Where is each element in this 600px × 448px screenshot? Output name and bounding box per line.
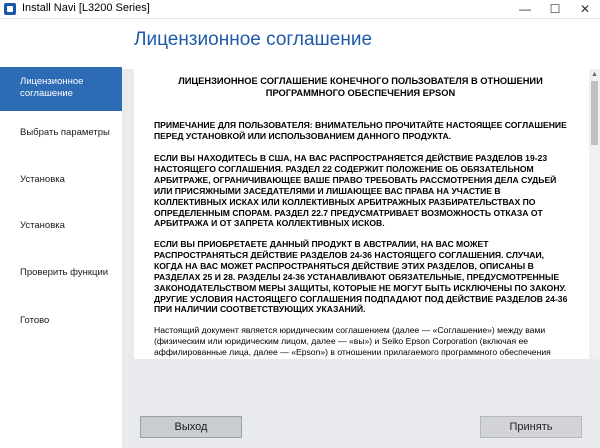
license-text-area[interactable] [134,69,589,359]
close-button[interactable]: ✕ [579,2,591,16]
minimize-button[interactable]: — [519,2,531,16]
window-controls [510,0,600,18]
license-paragraph: ЕСЛИ ВЫ ПРИОБРЕТАЕТЕ ДАННЫЙ ПРОДУКТ В АВСТРАЛИИ, НА ВАС МОЖЕТ РАСПРОСТРАНЯТЬСЯ ДЕЙСТВИЕ РАЗДЕЛОВ 24-36 НАСТОЯЩЕГО СОГЛАШЕНИЯ. СЛУЧАИ, КОГДА НА ВАС МОЖЕТ РАСПРОСТРАНЯТЬСЯ ДЕЙСТВИЕ ЭТИХ РАЗДЕЛОВ, ОПИСАНЫ В РАЗДЕЛАХ 25 И 28. РАЗДЕЛЫ 24-36 УСТАНАВЛИВАЮТ ОБЯЗАТЕЛЬНЫЕ, ПРЕДУСМОТРЕННЫЕ ЗАКОНОДАТЕЛЬСТВОМ МЕРЫ ЗАЩИТЫ, КОТОРЫЕ НЕ МОГУТ БЫТЬ ИСКЛЮЧЕНЫ ПО ЗАКОНУ. ДРУГИЕ УСЛОВИЯ НАСТОЯЩЕГО СОГЛАШЕНИЯ ПОДПАДАЮТ ПОД ДЕЙСТВИЕ РАЗДЕЛОВ 24-36 ПРИ НАЛИЧИИ СООТВЕТСТВУЮЩИХ УКАЗАНИЙ. [154,239,568,315]
step-label: Установка [20,174,65,185]
exit-button[interactable]: Выход [140,416,242,438]
steps-sidebar [0,19,122,448]
maximize-button[interactable]: ☐ [549,2,561,16]
scroll-thumb[interactable] [591,81,598,145]
step-label: Лицензионное соглашение [20,76,84,99]
step-label: Выбрать параметры [20,127,110,138]
app-icon [4,3,16,15]
license-paragraph: ПРИМЕЧАНИЕ ДЛЯ ПОЛЬЗОВАТЕЛЯ: ВНИМАТЕЛЬНО ПРОЧИТАЙТЕ НАСТОЯЩЕЕ СОГЛАШЕНИЕ ПЕРЕД УСТАНОВКОЙ ИЛИ ИСПОЛЬЗОВАНИЕМ ДАННОГО ПРОДУКТА. [154,120,567,141]
step-label: Проверить функции [20,267,109,278]
scroll-up-arrow-icon[interactable]: ▲ [591,71,598,78]
title-bar [0,0,600,19]
step-label: Установка [20,220,65,231]
window-title: Install Navi [L3200 Series] [22,2,150,14]
footer-bar [122,406,600,448]
license-paragraph: Настоящий документ является юридическим соглашением (далее — «Соглашение») между вами (физическим или юридическим лицом, далее — «вы») и Seiko Epson Corporation (включая ее аффилированные лица, далее — «Epson») в отношении прилагаемого программного обеспечения [154,325,551,357]
page-title: Лицензионное соглашение [134,29,373,50]
accept-button[interactable]: Принять [480,416,582,438]
page-header [122,19,600,69]
step-license-agreement [0,67,122,111]
license-title: ЛИЦЕНЗИОННОЕ СОГЛАШЕНИЕ КОНЕЧНОГО ПОЛЬЗОВАТЕЛЯ В ОТНОШЕНИИ ПРОГРАММНОГО ОБЕСПЕЧЕНИЯ EPSON [178,76,543,98]
vertical-scrollbar[interactable] [589,69,600,359]
step-label: Готово [20,315,50,326]
content-panel [122,69,600,406]
license-paragraph: ЕСЛИ ВЫ НАХОДИТЕСЬ В США, НА ВАС РАСПРОСТРАНЯЕТСЯ ДЕЙСТВИЕ РАЗДЕЛОВ 19-23 НАСТОЯЩЕГО СОГЛАШЕНИЯ. РАЗДЕЛ 22 СОДЕРЖИТ ПОЛОЖЕНИЕ ОБ ОБЯЗАТЕЛЬНОМ АРБИТРАЖЕ, ОГРАНИЧИВАЮЩЕЕ ВАШЕ ПРАВО ТРЕБОВАТЬ РАССМОТРЕНИЯ ДЕЛА СУДЬЕЙ ИЛИ ПРИСЯЖНЫМИ ЗАСЕДАТЕЛЯМИ И ЛИШАЮЩЕЕ ВАС ПРАВА НА УЧАСТИЕ В КОЛЛЕКТИВНЫХ ИСКАХ ИЛИ КОЛЛЕКТИВНЫХ АРБИТРАЖНЫХ РАЗБИРАТЕЛЬСТВАХ ПО ОПРЕДЕЛЕННЫМ СПОРАМ. РАЗДЕЛ 22.7 ПРЕДУСМАТРИВАЕТ ВОЗМОЖНОСТЬ ОТКАЗА ОТ АРБИТРАЖА И ОТ ЗАПРЕТА КОЛЛЕКТИВНЫХ ИСКОВ. [154,153,557,229]
